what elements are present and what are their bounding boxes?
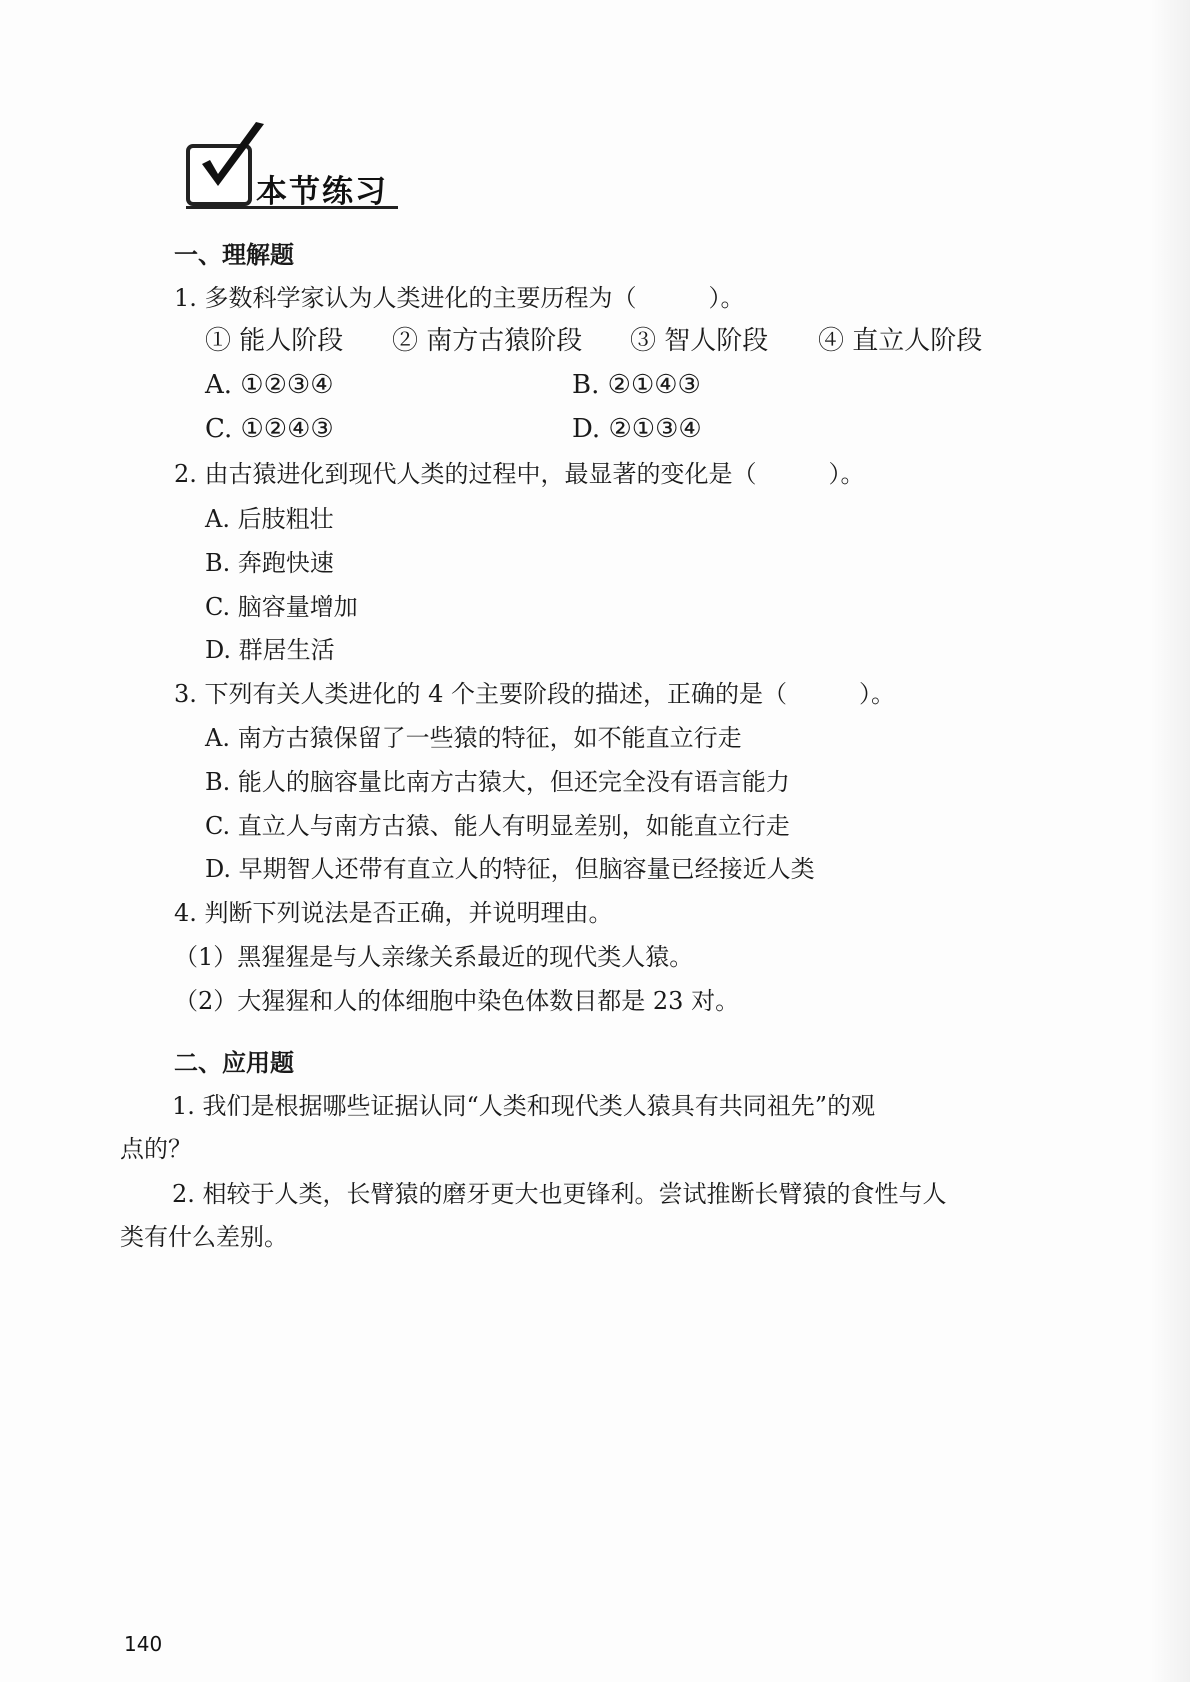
section-badge-underline xyxy=(186,206,398,209)
page-edge-shadow xyxy=(1150,0,1190,1682)
p2-q2-line2: 类有什么差别。 xyxy=(120,1223,288,1251)
p2-q1-line1: 1. 我们是根据哪些证据认同“人类和现代类人猿具有共同祖先”的观 xyxy=(172,1092,876,1120)
q1-option-a: A. ①②③④ xyxy=(205,370,334,400)
q1-item-1: ① 能人阶段 xyxy=(205,326,344,356)
q3-option-a: A. 南方古猿保留了一些猿的特征，如不能直立行走 xyxy=(205,724,742,752)
part2-heading: 二、应用题 xyxy=(174,1049,294,1077)
part1-heading: 一、理解题 xyxy=(174,241,294,269)
section-badge-title: 本节练习 xyxy=(256,174,388,210)
q4-stem: 4. 判断下列说法是否正确，并说明理由。 xyxy=(174,899,613,927)
p2-q1-line2: 点的？ xyxy=(120,1135,192,1163)
q2-stem: 2. 由古猿进化到现代人类的过程中，最显著的变化是（ ）。 xyxy=(174,460,865,488)
q3-option-c: C. 直立人与南方古猿、能人有明显差别，如能直立行走 xyxy=(205,812,790,840)
q1-item-4: ④ 直立人阶段 xyxy=(818,326,983,356)
q1-item-2: ② 南方古猿阶段 xyxy=(392,326,583,356)
q3-stem: 3. 下列有关人类进化的 4 个主要阶段的描述，正确的是（ ）。 xyxy=(174,680,896,708)
q3-option-d: D. 早期智人还带有直立人的特征，但脑容量已经接近人类 xyxy=(205,855,815,883)
q4-item-1: （1）黑猩猩是与人亲缘关系最近的现代类人猿。 xyxy=(174,943,694,971)
p2-q2-line1: 2. 相较于人类，长臂猿的磨牙更大也更锋利。尝试推断长臂猿的食性与人 xyxy=(172,1180,947,1208)
q1-option-d: D. ②①③④ xyxy=(572,414,702,444)
q2-option-c: C. 脑容量增加 xyxy=(205,593,358,621)
page-number: 140 xyxy=(124,1632,163,1656)
q2-option-b: B. 奔跑快速 xyxy=(205,549,334,577)
q3-option-b: B. 能人的脑容量比南方古猿大，但还完全没有语言能力 xyxy=(205,768,790,796)
q1-option-b: B. ②①④③ xyxy=(572,370,701,400)
section-badge xyxy=(186,122,401,212)
q1-item-3: ③ 智人阶段 xyxy=(630,326,769,356)
q4-item-2: （2）大猩猩和人的体细胞中染色体数目都是 23 对。 xyxy=(174,987,740,1015)
q1-stem: 1. 多数科学家认为人类进化的主要历程为（ ）。 xyxy=(174,284,745,312)
q2-option-a: A. 后肢粗壮 xyxy=(205,505,334,533)
q1-option-c: C. ①②④③ xyxy=(205,414,334,444)
q2-option-d: D. 群居生活 xyxy=(205,636,335,664)
